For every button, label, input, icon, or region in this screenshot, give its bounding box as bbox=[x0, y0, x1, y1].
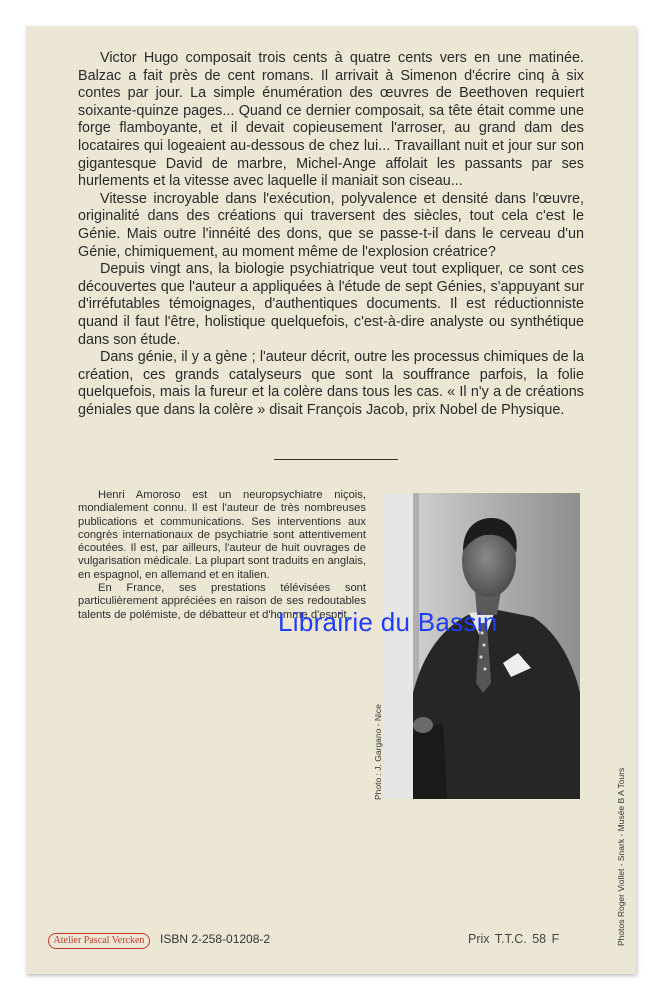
blurb-paragraph-1: Victor Hugo composait trois cents à quatre cents vers en une matinée. Balzac a fait près de cent romans. Il arrivait à Simenon d'écrire cinq à six contes par jour. La simple énumération des œuvres de Beethoven requiert soixante-quinze pages... Quand ce dernier composait, sa tête était comme une forge flamboyante, et il devait copieusement l'arroser, au grand dam des locataires qui logeaient au-dessous de chez lui... Travaillant nuit et jour sur son gigantesque David de marbre, Michel-Ange affolait les passants par ses hurlements et la vitesse avec laquelle il maniait son ciseau... bbox=[78, 50, 584, 190]
author-photo bbox=[383, 493, 580, 799]
photo-credit: Photo : J. Gargano - Nice bbox=[373, 704, 383, 800]
price: Prix T.T.C. 58 F bbox=[468, 932, 560, 946]
watermark-text: Librairie du Bassin bbox=[278, 607, 498, 637]
isbn: ISBN 2-258-01208-2 bbox=[160, 932, 271, 946]
section-divider bbox=[274, 459, 398, 460]
side-photo-credits: Photos Roger Viollet - Snark - Musée B A Tours bbox=[616, 767, 626, 946]
blurb-paragraph-3: Depuis vingt ans, la biologie psychiatrique veut tout expliquer, ce sont ces découvertes que l'auteur a appliquées à l'étude de sept Génies, s'appuyant sur d'irréfutables témoignages, d'authentiques documents. Il est réductionniste quand il faut l'être, holistique quelquefois, c'est-à-dire analyste ou synthétique dans son étude. bbox=[78, 261, 584, 348]
bio-paragraph-1: Henri Amoroso est un neuropsychiatre niçois, mondialement connu. Il est l'auteur de très nombreuses publications et communications. Ses interventions aux congrès internationaux de psychiatrie sont attentivement écoutées. Il est, par ailleurs, l'auteur de huit ouvrages de vulgarisation médicale. La plupart sont traduits en anglais, en espagnol, en allemand et en italien. bbox=[78, 489, 366, 581]
blurb-paragraph-4: Dans génie, il y a gène ; l'auteur décrit, outre les processus chimiques de la création, ces grands catalyseurs que sont la souffrance parfois, la folie quelquefois, mais la fureur et la colère dans tous les cas. « Il n'y a de créations géniales que dans la colère » disait François Jacob, prix Nobel de Physique. bbox=[78, 349, 584, 418]
blurb-paragraph-2: Vitesse incroyable dans l'exécution, polyvalence et densité dans l'œuvre, originalité dans des créations qui traversent des siècles, tout cela c'est le Génie. Mais outre l'innéité des dons, que se passe-t-il dans le cerveau d'un Génie, chimiquement, au moment même de l'explosion créatrice? bbox=[78, 190, 584, 260]
author-bio bbox=[78, 489, 366, 622]
bio-paragraph-2: En France, ses prestations télévisées sont particulièrement appréciées en raison de ses redoutables talents de polémiste, de débatteur et d'homme d'esprit. bbox=[78, 582, 366, 621]
blurb-text bbox=[78, 50, 584, 419]
publisher-badge: Atelier Pascal Vercken bbox=[48, 933, 150, 949]
